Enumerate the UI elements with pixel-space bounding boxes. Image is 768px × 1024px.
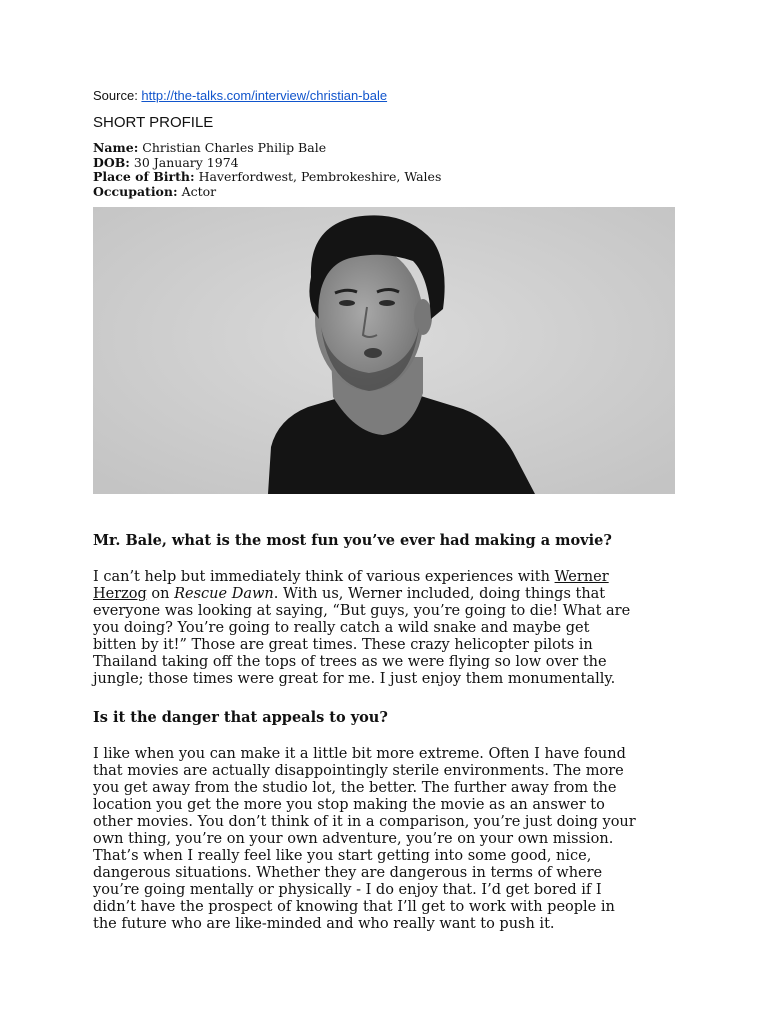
answer-2-line-2: that movies are actually disappointingly sterile environments. The more — [93, 763, 624, 779]
answer-1-text: . With us, Werner included, doing things that — [273, 586, 606, 602]
answer-1-text: I can’t help but immediately think of various experiences with — [93, 569, 555, 585]
occupation-label: Occupation: — [93, 183, 178, 199]
right-eye-shape — [379, 300, 395, 306]
film-title: Rescue Dawn — [174, 586, 274, 602]
werner-herzog-link-part-2[interactable]: Herzog — [93, 586, 147, 602]
birthplace-label: Place of Birth: — [93, 169, 195, 184]
answer-1-text: on — [146, 586, 175, 602]
answer-1 — [93, 569, 693, 688]
answer-1-line-5: bitten by it!” Those are great times. These crazy helicopter pilots in — [93, 637, 593, 653]
answer-1-line-4: you doing? You’re going to really catch a wild snake and maybe get — [93, 620, 590, 636]
source-link[interactable]: http://the-talks.com/interview/christian-bale — [141, 88, 388, 103]
source-line — [93, 88, 387, 104]
profile-heading: SHORT PROFILE — [93, 114, 214, 131]
name-value: Christian Charles Philip Bale — [138, 140, 327, 155]
dob-value: 30 January 1974 — [129, 154, 239, 170]
profile-birthplace-row — [93, 170, 441, 185]
source-label: Source: — [93, 88, 142, 103]
answer-1-line-6: Thailand taking off the tops of trees as we were flying so low over the — [93, 654, 607, 670]
answer-2-line-3: you get away from the studio lot, the better. The further away from the — [93, 780, 617, 796]
profile-occupation-row — [93, 185, 441, 200]
birthplace-value: Haverfordwest, Pembrokeshire, Wales — [194, 169, 442, 184]
portrait-illustration — [93, 207, 675, 494]
answer-2-line-6: own thing, you’re on your own adventure, you’re on your own mission. — [93, 831, 614, 847]
dob-label: DOB: — [93, 154, 130, 170]
question-2: Is it the danger that appeals to you? — [93, 709, 388, 726]
question-1: Mr. Bale, what is the most fun you’ve ever had making a movie? — [93, 532, 612, 549]
answer-2-line-8: dangerous situations. Whether they are dangerous in terms of where — [93, 865, 603, 881]
answer-2-line-9: you’re going mentally or physically - I do enjoy that. I’d get bored if I — [93, 882, 602, 898]
answer-1-line-2 — [93, 586, 693, 603]
answer-1-line-1 — [93, 569, 693, 586]
answer-2-line-10: didn’t have the prospect of knowing that I’ll get to work with people in — [93, 899, 615, 915]
answer-2-line-1: I like when you can make it a little bit more extreme. Often I have found — [93, 746, 626, 762]
left-eye-shape — [339, 300, 355, 306]
ear-shape — [414, 299, 432, 335]
portrait-photo — [93, 207, 675, 494]
mouth-shape — [364, 348, 382, 358]
answer-2-line-4: location you get the more you stop making the movie as an answer to — [93, 797, 605, 813]
profile-dob-row — [93, 156, 441, 171]
answer-1-line-3: everyone was looking at saying, “But guys, you’re going to die! What are — [93, 603, 631, 619]
answer-2-line-7: That’s when I really feel like you start getting into some good, nice, — [93, 848, 592, 864]
profile-details — [93, 141, 441, 199]
occupation-value: Actor — [177, 183, 217, 199]
profile-name-row — [93, 141, 441, 156]
answer-2 — [93, 746, 693, 933]
answer-2-line-5: other movies. You don’t think of it in a comparison, you’re just doing your — [93, 814, 636, 830]
answer-1-line-7: jungle; those times were great for me. I just enjoy them monumentally. — [93, 671, 616, 687]
name-label: Name: — [93, 140, 139, 155]
answer-2-line-11: the future who are like-minded and who really want to push it. — [93, 916, 555, 932]
werner-herzog-link-part-1[interactable]: Werner — [554, 569, 609, 585]
